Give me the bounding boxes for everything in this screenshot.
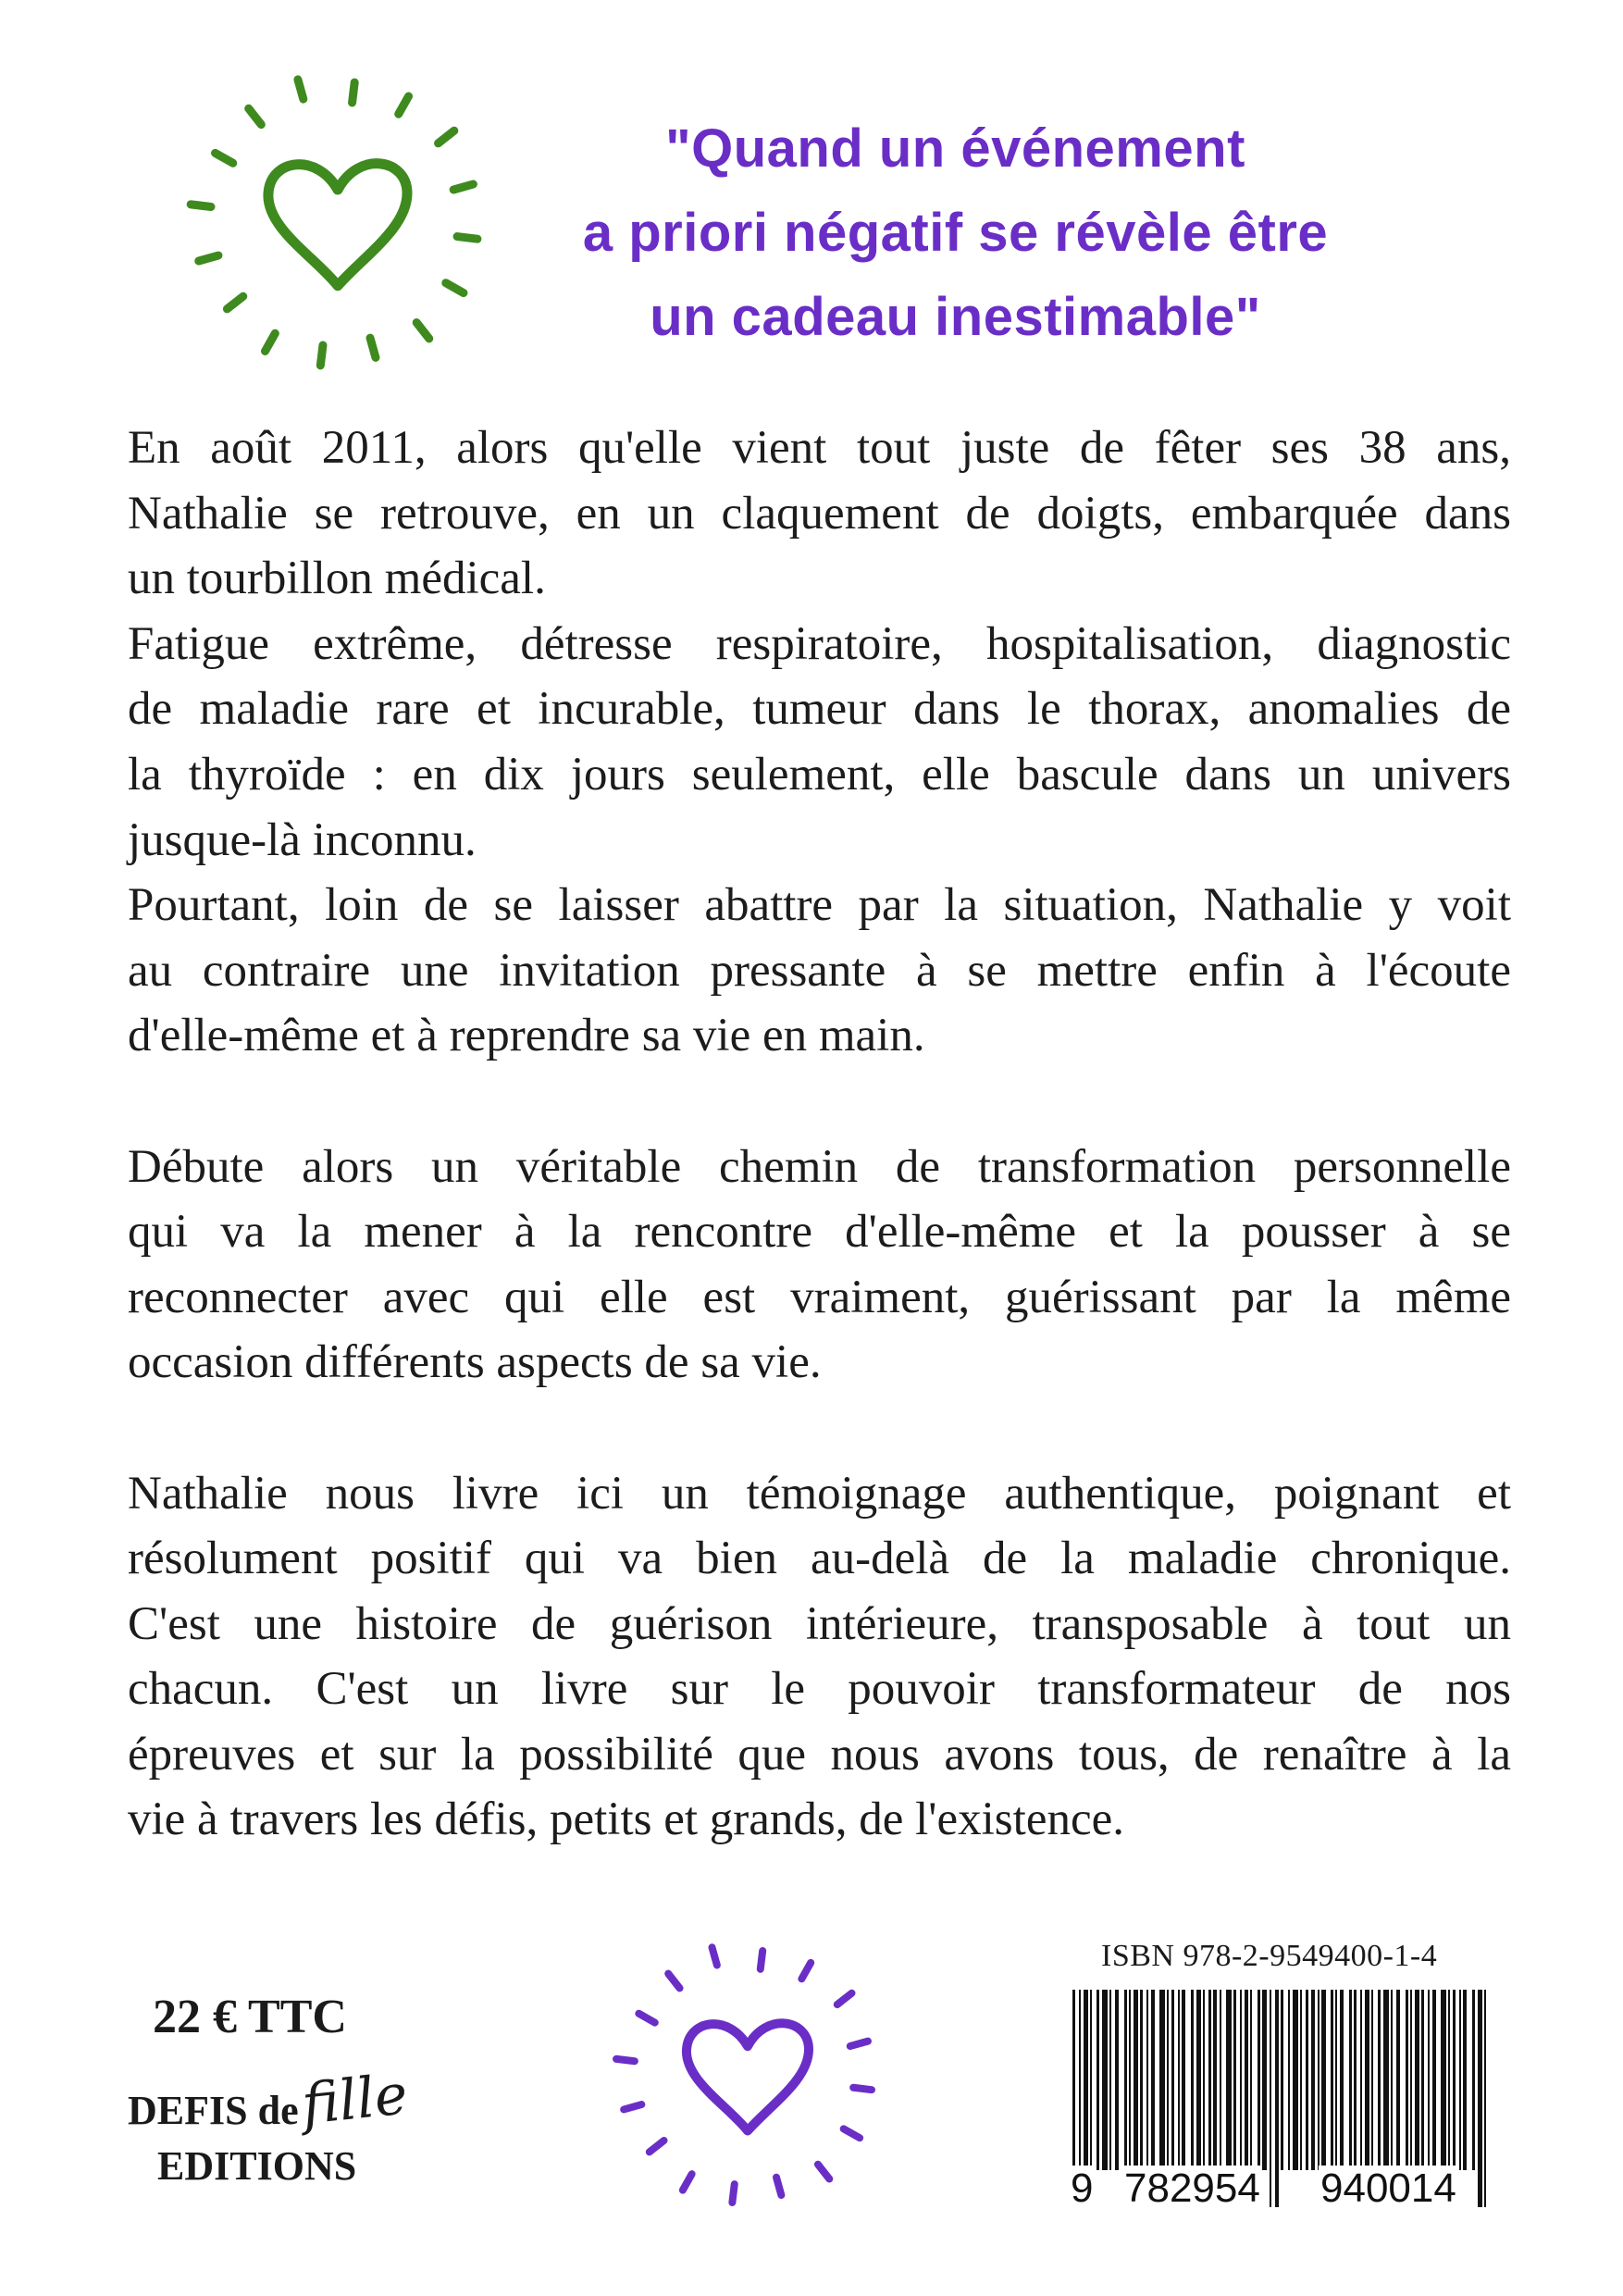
synopsis-text: [128, 416, 1511, 1853]
barcode-bar: [1293, 1990, 1298, 2170]
green-ray: [353, 82, 355, 103]
barcode-first-digit: 9: [1071, 2166, 1094, 2211]
barcode-bar: [1354, 1990, 1357, 2170]
barcode-bar: [1250, 1990, 1252, 2170]
green-ray: [399, 96, 409, 114]
purple-ray: [853, 2088, 872, 2090]
green-ray: [370, 338, 376, 357]
tagline-line: a priori négatif se révèle être: [582, 203, 1329, 263]
body-line: vie à travers les défis, petits et grands, de l'existence.: [128, 1793, 1124, 1846]
barcode-bar: [1084, 1990, 1088, 2170]
barcode-bar: [1240, 1990, 1242, 2170]
purple-ray: [712, 1947, 716, 1965]
purple-ray: [616, 2059, 635, 2061]
barcode-digits: [1069, 2166, 1494, 2216]
barcode-bar: [1196, 1990, 1201, 2170]
green-ray: [266, 333, 276, 351]
purple-ray: [776, 2178, 781, 2195]
price-label: 22 € TTC: [153, 1991, 347, 2043]
barcode-bar: [1459, 1990, 1461, 2170]
publisher-logo: [128, 2062, 433, 2194]
barcode-bar: [1421, 1990, 1424, 2170]
paragraph-gap: [128, 1396, 1511, 1461]
body-line: chacun. C'est un livre sur le pouvoir transformateur de nos: [128, 1663, 1511, 1716]
barcode-bar: [1220, 1990, 1221, 2170]
green-ray: [199, 255, 218, 261]
barcode-bar: [1124, 1990, 1127, 2170]
barcode-bar: [1396, 1990, 1400, 2170]
green-ray: [320, 345, 323, 366]
green-ray: [216, 153, 233, 163]
green-ray: [298, 80, 304, 99]
body-line: En août 2011, alors qu'elle vient tout juste de fêter ses 38 ans,: [128, 422, 1511, 474]
publisher-script: fille: [298, 2062, 411, 2138]
barcode-bar: [1102, 1990, 1108, 2170]
green-ray: [439, 130, 454, 143]
body-line: la thyroïde : en dix jours seulement, elle bascule dans un univers: [128, 748, 1511, 800]
barcode-bar: [1159, 1990, 1165, 2170]
barcode-bar: [1415, 1990, 1419, 2170]
barcode-bar: [1463, 1990, 1467, 2170]
body-line: Nathalie se retrouve, en un claquement de doigts, embarquée dans: [128, 487, 1511, 540]
tagline-line: un cadeau inestimable": [650, 287, 1261, 347]
green-ray: [191, 205, 211, 207]
paragraph-gap: [128, 1069, 1511, 1135]
green-ray: [446, 283, 464, 293]
purple-ray: [624, 2104, 641, 2109]
barcode-bar: [1167, 1990, 1169, 2170]
barcode-bar: [1453, 1990, 1456, 2170]
barcode-bar: [1129, 1990, 1131, 2170]
barcode-bar: [1245, 1990, 1248, 2170]
barcode-right-group: 940014: [1320, 2166, 1456, 2211]
barcode-bar: [1472, 1990, 1475, 2170]
green-ray: [416, 323, 429, 339]
purple-heart-shape: [687, 2023, 809, 2130]
barcode-bar: [1311, 1990, 1315, 2170]
barcode-bar: [1233, 1990, 1236, 2170]
green-ray: [249, 108, 262, 124]
barcode-bar: [1300, 1990, 1302, 2170]
body-line: épreuves et sur la possibilité que nous avons tous, de renaître à la: [128, 1728, 1511, 1781]
barcode-bar: [1340, 1990, 1344, 2170]
purple-ray: [850, 2042, 868, 2046]
tagline-quote: [532, 106, 1379, 359]
barcode-bar: [1134, 1990, 1138, 2170]
barcode-bar: [1226, 1990, 1232, 2170]
barcode-bar: [1321, 1990, 1326, 2170]
body-line: d'elle-même et à reprendre sa vie en main.: [128, 1010, 925, 1062]
purple-heart-icon: [600, 1929, 896, 2225]
purple-ray: [761, 1951, 762, 1969]
barcode-bar: [1378, 1990, 1381, 2170]
barcode-bar: [1288, 1990, 1290, 2170]
purple-ray: [638, 2014, 654, 2023]
barcode-bar: [1096, 1990, 1099, 2170]
barcode-bar: [1203, 1990, 1205, 2170]
barcode-bar: [1383, 1990, 1389, 2170]
barcode-bar: [1115, 1990, 1119, 2170]
body-line: reconnecter avec qui elle est vraiment, guérissant par la même: [128, 1271, 1511, 1323]
green-heart-icon: [167, 60, 509, 379]
publisher-name: DEFIS de: [128, 2088, 299, 2133]
barcode-bar: [1109, 1990, 1111, 2170]
body-line: qui va la mener à la rencontre d'elle-même et la pousser à se: [128, 1206, 1511, 1259]
barcode-bar: [1391, 1990, 1393, 2170]
barcode-bar: [1281, 1990, 1283, 2170]
barcode-bar: [1448, 1990, 1450, 2170]
barcode-bar: [1441, 1990, 1446, 2170]
body-line: Pourtant, loin de se laisser abattre par la situation, Nathalie y voit: [128, 879, 1511, 932]
purple-ray: [732, 2184, 734, 2203]
barcode-bar: [1428, 1990, 1430, 2170]
barcode-bar: [1151, 1990, 1155, 2170]
barcode-bar: [1191, 1990, 1194, 2170]
barcode-bar: [1406, 1990, 1408, 2170]
isbn-label: ISBN 978-2-9549400-1-4: [1101, 1939, 1438, 1973]
purple-ray: [683, 2174, 692, 2190]
barcode-bar: [1371, 1990, 1373, 2170]
purple-ray: [818, 2165, 829, 2179]
green-ray: [227, 296, 242, 309]
purple-ray: [650, 2141, 664, 2152]
barcode-bar: [1178, 1990, 1180, 2170]
barcode-bar: [1171, 1990, 1174, 2170]
body-line: Fatigue extrême, détresse respiratoire, hospitalisation, diagnostic: [128, 617, 1511, 670]
barcode-bar: [1360, 1990, 1362, 2170]
barcode-bar: [1318, 1990, 1319, 2170]
body-line: de maladie rare et incurable, tumeur dans le thorax, anomalies de: [128, 683, 1511, 736]
body-line: jusque-là inconnu.: [128, 813, 477, 866]
publisher-editions: EDITIONS: [157, 2143, 357, 2189]
barcode-bar: [1432, 1990, 1436, 2170]
purple-ray: [844, 2128, 860, 2138]
tagline-line: "Quand un événement: [665, 118, 1245, 179]
barcode-bar: [1349, 1990, 1352, 2170]
barcode-left-group: 782954: [1124, 2166, 1260, 2211]
barcode-bar: [1182, 1990, 1185, 2170]
barcode-bar: [1335, 1990, 1337, 2170]
barcode-bar: [1410, 1990, 1412, 2170]
green-heart-shape: [268, 164, 407, 286]
purple-ray: [837, 1993, 852, 2004]
body-line: résolument positif qui va bien au-delà de la maladie chronique.: [128, 1533, 1511, 1585]
green-ray: [457, 237, 477, 240]
body-line: Nathalie nous livre ici un témoignage authentique, poignant et: [128, 1467, 1511, 1520]
barcode-bar: [1258, 1990, 1260, 2170]
body-line: un tourbillon médical.: [128, 552, 546, 605]
purple-ray: [668, 1974, 679, 1989]
green-ray: [453, 184, 473, 190]
body-line: occasion différents aspects de sa vie.: [128, 1336, 822, 1389]
barcode-bar: [1140, 1990, 1143, 2170]
barcode-bar: [1146, 1990, 1148, 2170]
barcode-bar: [1306, 1990, 1308, 2170]
purple-ray: [801, 1963, 811, 1979]
barcode-bar: [1262, 1990, 1267, 2170]
body-line: C'est une histoire de guérison intérieure, transposable à tout un: [128, 1597, 1511, 1650]
barcode-bar: [1331, 1990, 1333, 2170]
barcode-bar: [1090, 1990, 1092, 2170]
barcode-bar: [1365, 1990, 1369, 2170]
body-line: Débute alors un véritable chemin de transformation personnelle: [128, 1140, 1511, 1193]
barcode-bar: [1213, 1990, 1217, 2170]
body-line: au contraire une invitation pressante à se mettre enfin à l'écoute: [128, 944, 1511, 997]
barcode-bar: [1208, 1990, 1211, 2170]
